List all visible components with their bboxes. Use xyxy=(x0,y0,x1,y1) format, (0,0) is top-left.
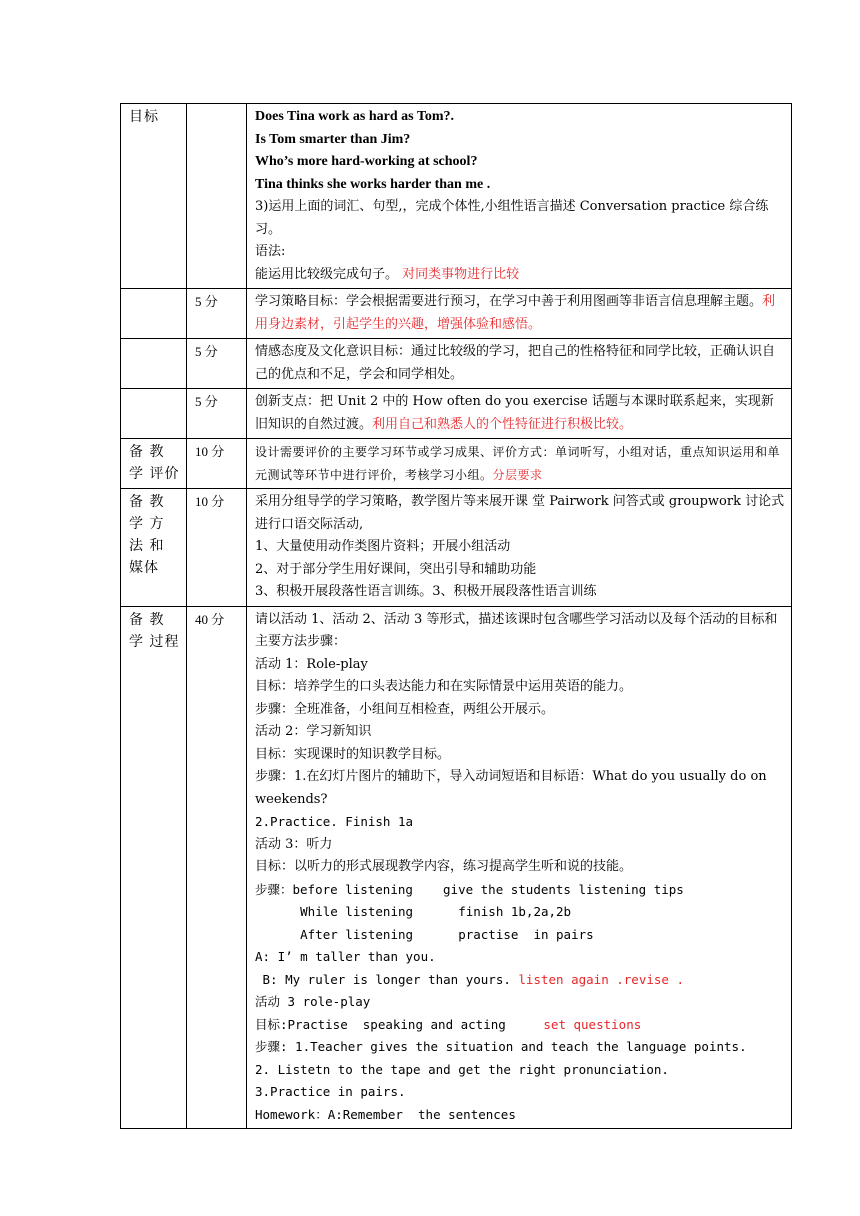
line-text: 采用分组导学的学习策略，教学图片等来展开课 堂 Pairwork 问答式或 groupwork 讨论式进行口语交际活动, xyxy=(255,494,785,532)
content-line xyxy=(255,581,785,604)
row-content xyxy=(247,606,792,1129)
table-row xyxy=(121,289,792,339)
line-text: 3、积极开展段落性语言训练。3、积极开展段落性语言训练 xyxy=(255,584,597,599)
content-line xyxy=(255,1036,785,1059)
line-text: 目标：以听力的形式展现教学内容，练习提高学生听和说的技能。 xyxy=(255,859,633,874)
row-time: 5 分 xyxy=(187,289,247,339)
row-label xyxy=(121,339,187,389)
line-text: Tina thinks she works harder than me . xyxy=(255,176,491,192)
row-content xyxy=(247,389,792,439)
table-row xyxy=(121,104,792,289)
content-line xyxy=(255,559,785,582)
content-line xyxy=(255,744,785,767)
table-row xyxy=(121,339,792,389)
line-text: 步骤: 1.Teacher gives the situation and teach the language points. xyxy=(255,1039,747,1054)
row-time: 10 分 xyxy=(187,439,247,489)
row-content xyxy=(247,289,792,339)
content-line xyxy=(255,264,785,287)
content-line xyxy=(255,1014,785,1037)
content-line xyxy=(255,609,785,654)
row-time xyxy=(187,104,247,289)
content-line xyxy=(255,491,785,536)
row-label xyxy=(121,389,187,439)
content-line xyxy=(255,151,785,174)
lesson-plan-table xyxy=(120,103,792,1129)
content-line xyxy=(255,811,785,834)
highlight-text: 利用自己和熟悉人的个性特征进行积极比较。 xyxy=(372,416,633,432)
line-text: 3)运用上面的词汇、句型,，完成个体性,小组性语言描述 Conversation practice 综合练习。 xyxy=(255,199,769,237)
row-content xyxy=(247,489,792,607)
line-text: 目标：培养学生的口头表达能力和在实际情景中运用英语的能力。 xyxy=(255,679,633,694)
content-line xyxy=(255,1104,785,1127)
line-text: 能运用比较级完成句子。 xyxy=(255,266,399,282)
content-line xyxy=(255,174,785,197)
line-text: 活动 3：听力 xyxy=(255,836,333,852)
row-content xyxy=(247,339,792,389)
table-row xyxy=(121,439,792,489)
content-line xyxy=(255,1081,785,1104)
line-text: A: I’ m taller than you. xyxy=(255,949,436,964)
line-text: 1、大量使用动作类图片资料；开展小组活动 xyxy=(255,539,511,554)
row-time: 40 分 xyxy=(187,606,247,1129)
line-text: 目标：实现课时的知识教学目标。 xyxy=(255,746,451,762)
row-label: 备 教 学 方 法 和 媒体 xyxy=(121,489,187,607)
content-line xyxy=(255,676,785,699)
table-row xyxy=(121,389,792,439)
line-text: 活动 3 role-play xyxy=(255,994,371,1009)
line-text: 步骤：全班准备，小组间互相检查，两组公开展示。 xyxy=(255,701,555,717)
row-label: 目标 xyxy=(121,104,187,289)
content-line xyxy=(255,766,785,811)
line-text: 学习策略目标：学会根据需要进行预习，在学习中善于利用图画等非语言信息理解主题。 xyxy=(255,294,763,309)
line-text: B: My ruler is longer than yours. xyxy=(255,971,519,987)
row-content xyxy=(247,439,792,489)
content-line xyxy=(255,341,785,386)
content-line xyxy=(255,856,785,879)
line-text: Is Tom smarter than Jim? xyxy=(255,131,411,147)
highlight-text: listen again .revise . xyxy=(518,971,684,987)
highlight-text: 对同类事物进行比较 xyxy=(398,266,520,282)
line-text: 2、对于部分学生用好课间，突出引导和辅助功能 xyxy=(255,561,537,577)
line-text: 请以活动 1、活动 2、活动 3 等形式，描述该课时包含哪些学习活动以及每个活动的目标和主要方法步骤： xyxy=(255,611,778,649)
content-line xyxy=(255,196,785,241)
content-line xyxy=(255,536,785,559)
highlight-text: 利用身边素材，引起学生的兴趣，增强体验和感悟。 xyxy=(255,294,776,332)
row-time: 5 分 xyxy=(187,339,247,389)
content-line xyxy=(255,391,785,436)
line-text: 活动 1：Role-play xyxy=(255,656,368,672)
line-text: 设计需要评价的主要学习环节或学习成果、评价方式：单词听写，小组对话，重点知识运用和单元测试等环节中进行评价，考核学习小组。 xyxy=(255,445,781,482)
content-line xyxy=(255,129,785,152)
content-line xyxy=(255,654,785,677)
line-text: Does Tina work as hard as Tom?. xyxy=(255,109,455,124)
row-label: 备 教 学 过程 xyxy=(121,606,187,1129)
row-content xyxy=(247,104,792,289)
content-line xyxy=(255,946,785,969)
line-text: While listening finish 1b,2a,2b xyxy=(255,904,572,919)
content-line xyxy=(255,969,785,992)
line-text: 步骤：before listening give the students listening tips xyxy=(255,881,684,897)
row-time: 5 分 xyxy=(187,389,247,439)
table-row xyxy=(121,489,792,607)
row-label xyxy=(121,289,187,339)
highlight-text: set questions xyxy=(543,1016,642,1032)
content-line xyxy=(255,924,785,947)
content-line xyxy=(255,441,785,486)
line-text: 活动 2：学习新知识 xyxy=(255,724,372,739)
line-text: 情感态度及文化意识目标：通过比较级的学习，把自己的性格特征和同学比较，正确认识自己的优点和不足，学会和同学相处。 xyxy=(255,344,776,382)
row-time: 10 分 xyxy=(187,489,247,607)
content-line xyxy=(255,721,785,744)
line-text: After listening practise in pairs xyxy=(255,926,594,942)
line-text: 目标:Practise speaking and acting xyxy=(255,1016,544,1032)
content-line xyxy=(255,1059,785,1082)
line-text: 步骤：1.在幻灯片图片的辅助下，导入动词短语和目标语：What do you usually do on weekends? xyxy=(255,769,767,807)
line-text: 2. Listetn to the tape and get the right pronunciation. xyxy=(255,1061,669,1077)
content-line xyxy=(255,991,785,1014)
line-text: 创新支点：把 Unit 2 中的 How often do you exercise 话题与本课时联系起来，实现新旧知识的自然过渡。 xyxy=(255,394,774,432)
content-line xyxy=(255,879,785,902)
content-line xyxy=(255,834,785,857)
line-text: 2.Practice. Finish 1a xyxy=(255,814,414,829)
line-text: 语法: xyxy=(255,244,286,259)
highlight-text: 分层要求 xyxy=(492,467,543,482)
content-line xyxy=(255,699,785,722)
content-line xyxy=(255,241,785,264)
content-line xyxy=(255,901,785,924)
content-line xyxy=(255,291,785,336)
row-label: 备 教 学 评价 xyxy=(121,439,187,489)
line-text: Homework：A:Remember the sentences xyxy=(255,1106,516,1122)
content-line xyxy=(255,106,785,129)
line-text: 3.Practice in pairs. xyxy=(255,1084,406,1099)
table-row xyxy=(121,606,792,1129)
line-text: Who’s more hard-working at school? xyxy=(255,154,478,169)
